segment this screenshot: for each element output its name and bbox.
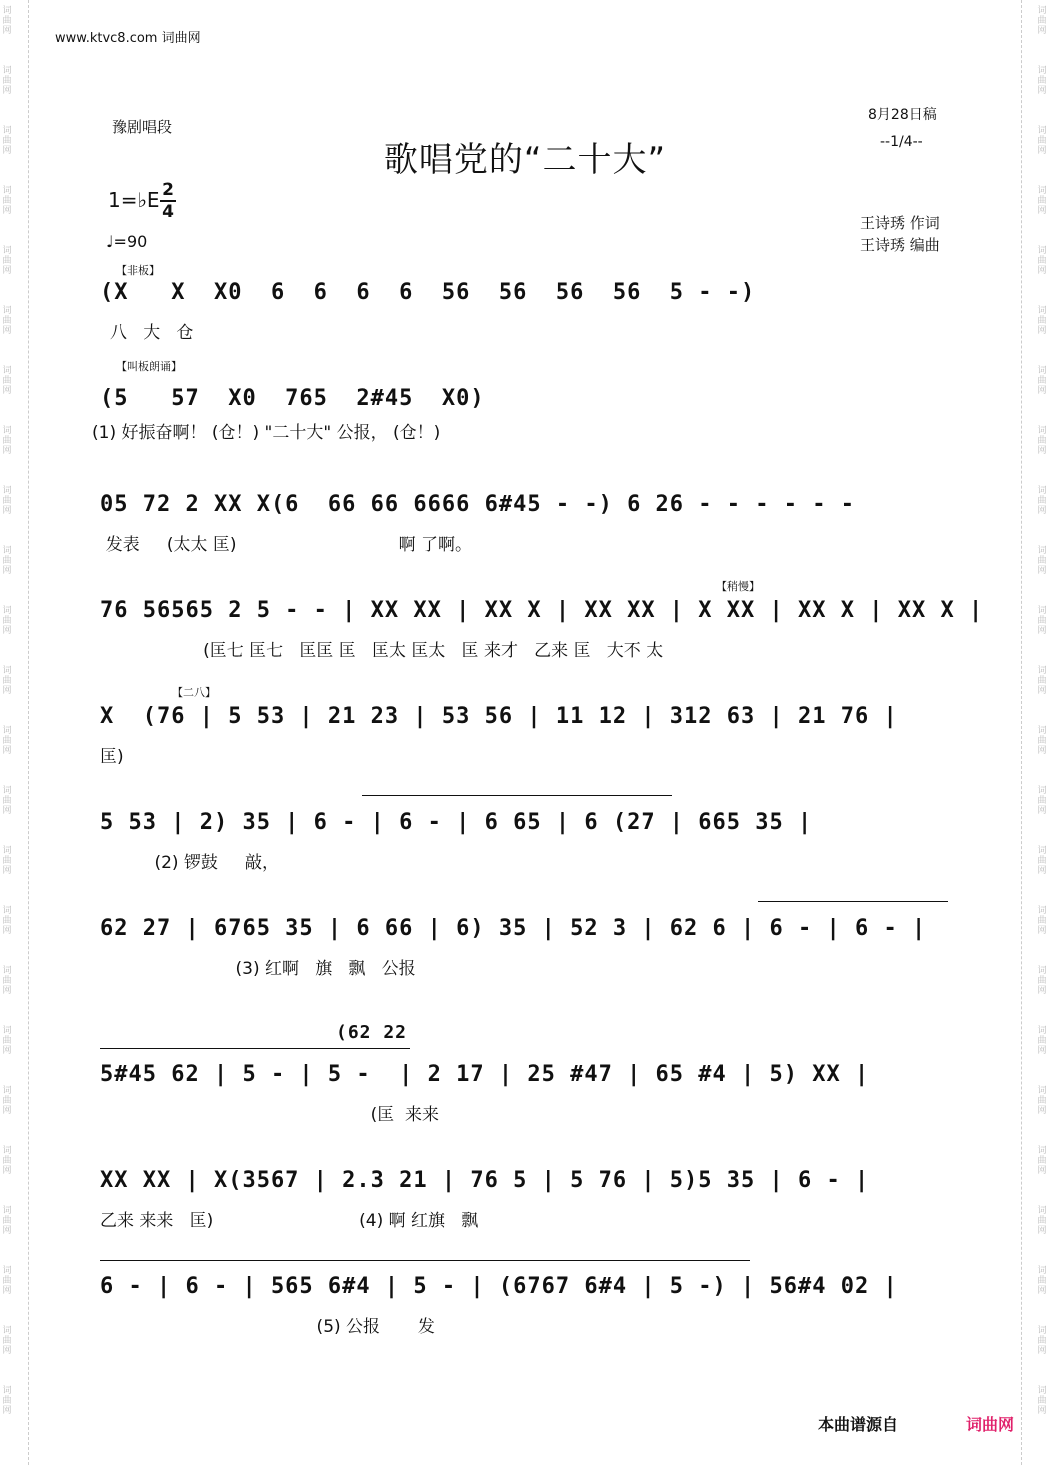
watermark-mark: 词 曲 网 xyxy=(2,6,12,36)
notation-row-2: (5 57 X0 765 2#45 X0) xyxy=(100,386,485,411)
left-margin-border xyxy=(14,0,29,1465)
watermark-mark: 词 曲 网 xyxy=(2,546,12,576)
lyrics-row-6: (2) 锣鼓 敲， xyxy=(95,853,279,873)
watermark-mark: 词 曲 网 xyxy=(2,426,12,456)
lyrics-row-9: 乙来 来来 匡) (4) 啊 红旗 飘 xyxy=(100,1211,479,1231)
draft-date: 8月28日稿 xyxy=(868,107,937,123)
watermark-mark: 词 曲 网 xyxy=(1037,306,1047,336)
watermark-mark: 词 曲 网 xyxy=(2,1266,12,1296)
time-numerator: 2 xyxy=(162,180,174,200)
watermark-mark: 词 曲 网 xyxy=(2,1146,12,1176)
lyrics-row-10: (5) 公报 发 xyxy=(95,1317,435,1337)
time-signature xyxy=(160,180,176,222)
slur-line xyxy=(758,901,948,902)
watermark-mark: 词 曲 网 xyxy=(1037,1266,1047,1296)
watermark-mark: 词 曲 网 xyxy=(1037,606,1047,636)
watermark-mark: 词 曲 网 xyxy=(1037,1326,1047,1356)
notation-row-8: 5#45 62 | 5 - | 5 - | 2 17 | 25 #47 | 65 #4 | 5) XX | xyxy=(100,1062,870,1087)
watermark-mark: 词 曲 网 xyxy=(1037,426,1047,456)
watermark-mark: 词 曲 网 xyxy=(2,1086,12,1116)
watermark-mark: 词 曲 网 xyxy=(1037,726,1047,756)
watermark-mark: 词 曲 网 xyxy=(2,966,12,996)
watermark-mark: 词 曲 网 xyxy=(2,186,12,216)
lyrics-row-2: (1) 好振奋啊！ (仓！) "二十大" 公报， (仓！) xyxy=(92,423,441,443)
watermark-mark: 词 曲 网 xyxy=(2,726,12,756)
watermark-mark: 词 曲 网 xyxy=(2,1026,12,1056)
notation-row-6: 5 53 | 2) 35 | 6 - | 6 - | 6 65 | 6 (27 | 665 35 | xyxy=(100,810,813,835)
lyrics-row-4: (匡七 匡七 匡匡 匡 匡太 匡太 匡 来才 乙来 匡 大不 太 xyxy=(95,641,664,661)
watermark-mark: 词 曲 网 xyxy=(1037,66,1047,96)
footer-source-label: 本曲谱源自 xyxy=(818,1415,899,1434)
page-number: --1/4-- xyxy=(880,134,923,150)
watermark-mark: 词 曲 网 xyxy=(2,1206,12,1236)
notation-row-4: 76 56565 2 5 - - | XX XX | XX X | XX XX | X XX | XX X | XX X | xyxy=(100,598,984,623)
watermark-mark: 词 曲 网 xyxy=(1037,486,1047,516)
watermark-mark: 词 曲 网 xyxy=(1037,1386,1047,1416)
watermark-mark: 词 曲 网 xyxy=(2,126,12,156)
watermark-mark: 词 曲 网 xyxy=(2,246,12,276)
watermark-mark: 词 曲 网 xyxy=(2,606,12,636)
watermark-mark: 词 曲 网 xyxy=(1037,1146,1047,1176)
watermark-mark: 词 曲 网 xyxy=(1037,1086,1047,1116)
notation-row-10: 6 - | 6 - | 565 6#4 | 5 - | (6767 6#4 | 5 -) | 56#4 02 | xyxy=(100,1274,898,1299)
lyrics-row-5: 匡) xyxy=(100,747,124,767)
watermark-mark: 词 曲 网 xyxy=(1037,546,1047,576)
composer-credit: 王诗琇 编曲 xyxy=(860,236,940,254)
lyrics-row-8: (匡 来来 xyxy=(95,1105,440,1125)
watermark-mark: 词 曲 网 xyxy=(2,486,12,516)
notation-row-5: X (76 | 5 53 | 21 23 | 53 56 | 11 12 | 312 63 | 21 76 | xyxy=(100,704,898,729)
watermark-mark: 词 曲 网 xyxy=(1037,366,1047,396)
watermark-mark: 词 曲 网 xyxy=(1037,1026,1047,1056)
slur-line xyxy=(100,1260,750,1261)
notation-row-3: 05 72 2 XX X(6 66 66 6666 6#45 - -) 6 26 - - - - - - xyxy=(100,492,855,517)
watermark-mark: 词 曲 网 xyxy=(1037,846,1047,876)
watermark-mark: 词 曲 网 xyxy=(2,366,12,396)
watermark-mark: 词 曲 网 xyxy=(2,306,12,336)
watermark-mark: 词 曲 网 xyxy=(2,66,12,96)
lyrics-row-3: 发表 (太太 匡) 啊 了啊。 xyxy=(95,535,473,555)
right-margin-border xyxy=(1021,0,1036,1465)
notation-row-9: XX XX | X(3567 | 2.3 21 | 76 5 | 5 76 | 5)5 35 | 6 - | xyxy=(100,1168,870,1193)
lyricist-credit: 王诗琇 作词 xyxy=(860,214,940,232)
grace-overlay: (62 22 xyxy=(336,1022,408,1043)
section-tag-jiaoban: 【叫板朗诵】 xyxy=(116,360,182,373)
page-title: 歌唱党的“二十大” xyxy=(383,140,667,180)
watermark-mark: 词 曲 网 xyxy=(2,1386,12,1416)
watermark-mark: 词 曲 网 xyxy=(2,786,12,816)
notation-row-1: (X X X0 6 6 6 6 56 56 56 56 5 - -) xyxy=(100,280,756,305)
section-tag-erba: 【二八】 xyxy=(172,686,216,699)
slur-line xyxy=(362,795,672,796)
watermark-mark: 词 曲 网 xyxy=(1037,186,1047,216)
site-header: www.ktvc8.com 词曲网 xyxy=(55,31,201,46)
watermark-mark: 词 曲 网 xyxy=(1037,966,1047,996)
watermark-mark: 词 曲 网 xyxy=(1037,1206,1047,1236)
watermark-mark: 词 曲 网 xyxy=(2,666,12,696)
time-denominator: 4 xyxy=(162,202,174,222)
watermark-mark: 词 曲 网 xyxy=(1037,666,1047,696)
watermark-mark: 词 曲 网 xyxy=(1037,786,1047,816)
watermark-mark: 词 曲 网 xyxy=(1037,906,1047,936)
watermark-mark: 词 曲 网 xyxy=(1037,246,1047,276)
section-tag-feiban: 【非板】 xyxy=(116,264,160,277)
watermark-mark: 词 曲 网 xyxy=(2,1326,12,1356)
genre-label: 豫剧唱段 xyxy=(112,118,173,136)
slur-line xyxy=(100,1048,410,1049)
notation-row-7: 62 27 | 6765 35 | 6 66 | 6) 35 | 52 3 | 62 6 | 6 - | 6 - | xyxy=(100,916,927,941)
watermark-mark: 词 曲 网 xyxy=(2,846,12,876)
footer-site-link[interactable]: 词曲网 xyxy=(966,1415,1015,1434)
lyrics-row-1: 八 大 仓 xyxy=(110,323,194,343)
section-tag-shaoman: 【稍慢】 xyxy=(716,580,760,593)
lyrics-row-7: (3) 红啊 旗 飘 公报 xyxy=(95,959,416,979)
key-signature: 1=♭E xyxy=(108,188,160,212)
tempo-marking: ♩=90 xyxy=(106,232,148,251)
watermark-mark: 词 曲 网 xyxy=(1037,6,1047,36)
watermark-mark: 词 曲 网 xyxy=(1037,126,1047,156)
watermark-mark: 词 曲 网 xyxy=(2,906,12,936)
